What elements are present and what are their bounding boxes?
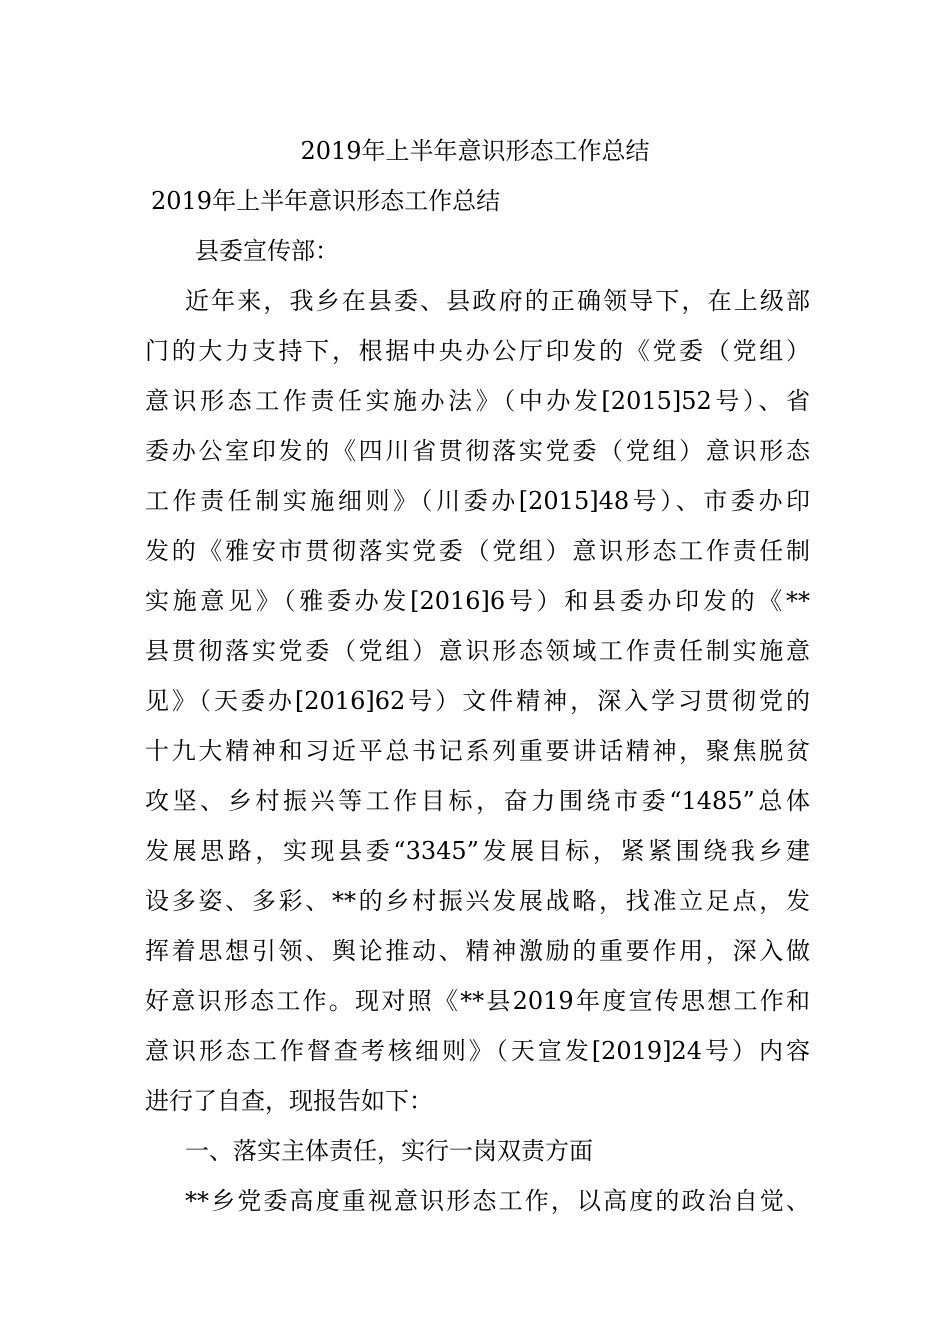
body-line: 门的大力支持下，根据中央办公厅印发的《党委（党组） [145,337,810,365]
body-line: 意识形态工作督查考核细则》（天宣发[2019]24号）内容 [145,1037,810,1065]
document-title: 2019年上半年意识形态工作总结 [300,137,650,165]
body-line: 见》（天委办[2016]62号）文件精神，深入学习贯彻党的 [145,687,810,715]
body-text [145,284,810,1234]
body-line: 进行了自查，现报告如下： [145,1087,433,1115]
body-line: 好意识形态工作。现对照《**县2019年度宣传思想工作和 [145,987,810,1015]
section-heading: 一、落实主体责任，实行一岗双责方面 [185,1137,593,1165]
salutation: 县委宣传部： [195,237,339,265]
body-line: 发的《雅安市贯彻落实党委（党组）意识形态工作责任制 [145,537,810,565]
body-line: 设多姿、多彩、**的乡村振兴发展战略，找准立足点，发 [145,887,810,915]
body-line: 意识形态工作责任实施办法》（中办发[2015]52号）、省 [145,387,810,415]
body-line: 工作责任制实施细则》（川委办[2015]48号）、市委办印 [145,487,810,515]
body-line: 攻坚、乡村振兴等工作目标，奋力围绕市委“1485”总体 [145,787,810,815]
body-line: 县贯彻落实党委（党组）意识形态领域工作责任制实施意 [145,637,810,665]
body-line: 发展思路，实现县委“3345”发展目标，紧紧围绕我乡建 [145,837,810,865]
body-line: 近年来，我乡在县委、县政府的正确领导下，在上级部 [185,287,810,315]
document-subtitle: 2019年上半年意识形态工作总结 [151,187,501,215]
body-line: 十九大精神和习近平总书记系列重要讲话精神，聚焦脱贫 [145,737,810,765]
body-line: 委办公室印发的《四川省贯彻落实党委（党组）意识形态 [145,437,810,465]
body-line: 实施意见》（雅委办发[2016]6号）和县委办印发的《** [145,587,810,615]
body-line: **乡党委高度重视意识形态工作，以高度的政治自觉、 [185,1187,810,1215]
body-line: 挥着思想引领、舆论推动、精神激励的重要作用，深入做 [145,937,810,965]
